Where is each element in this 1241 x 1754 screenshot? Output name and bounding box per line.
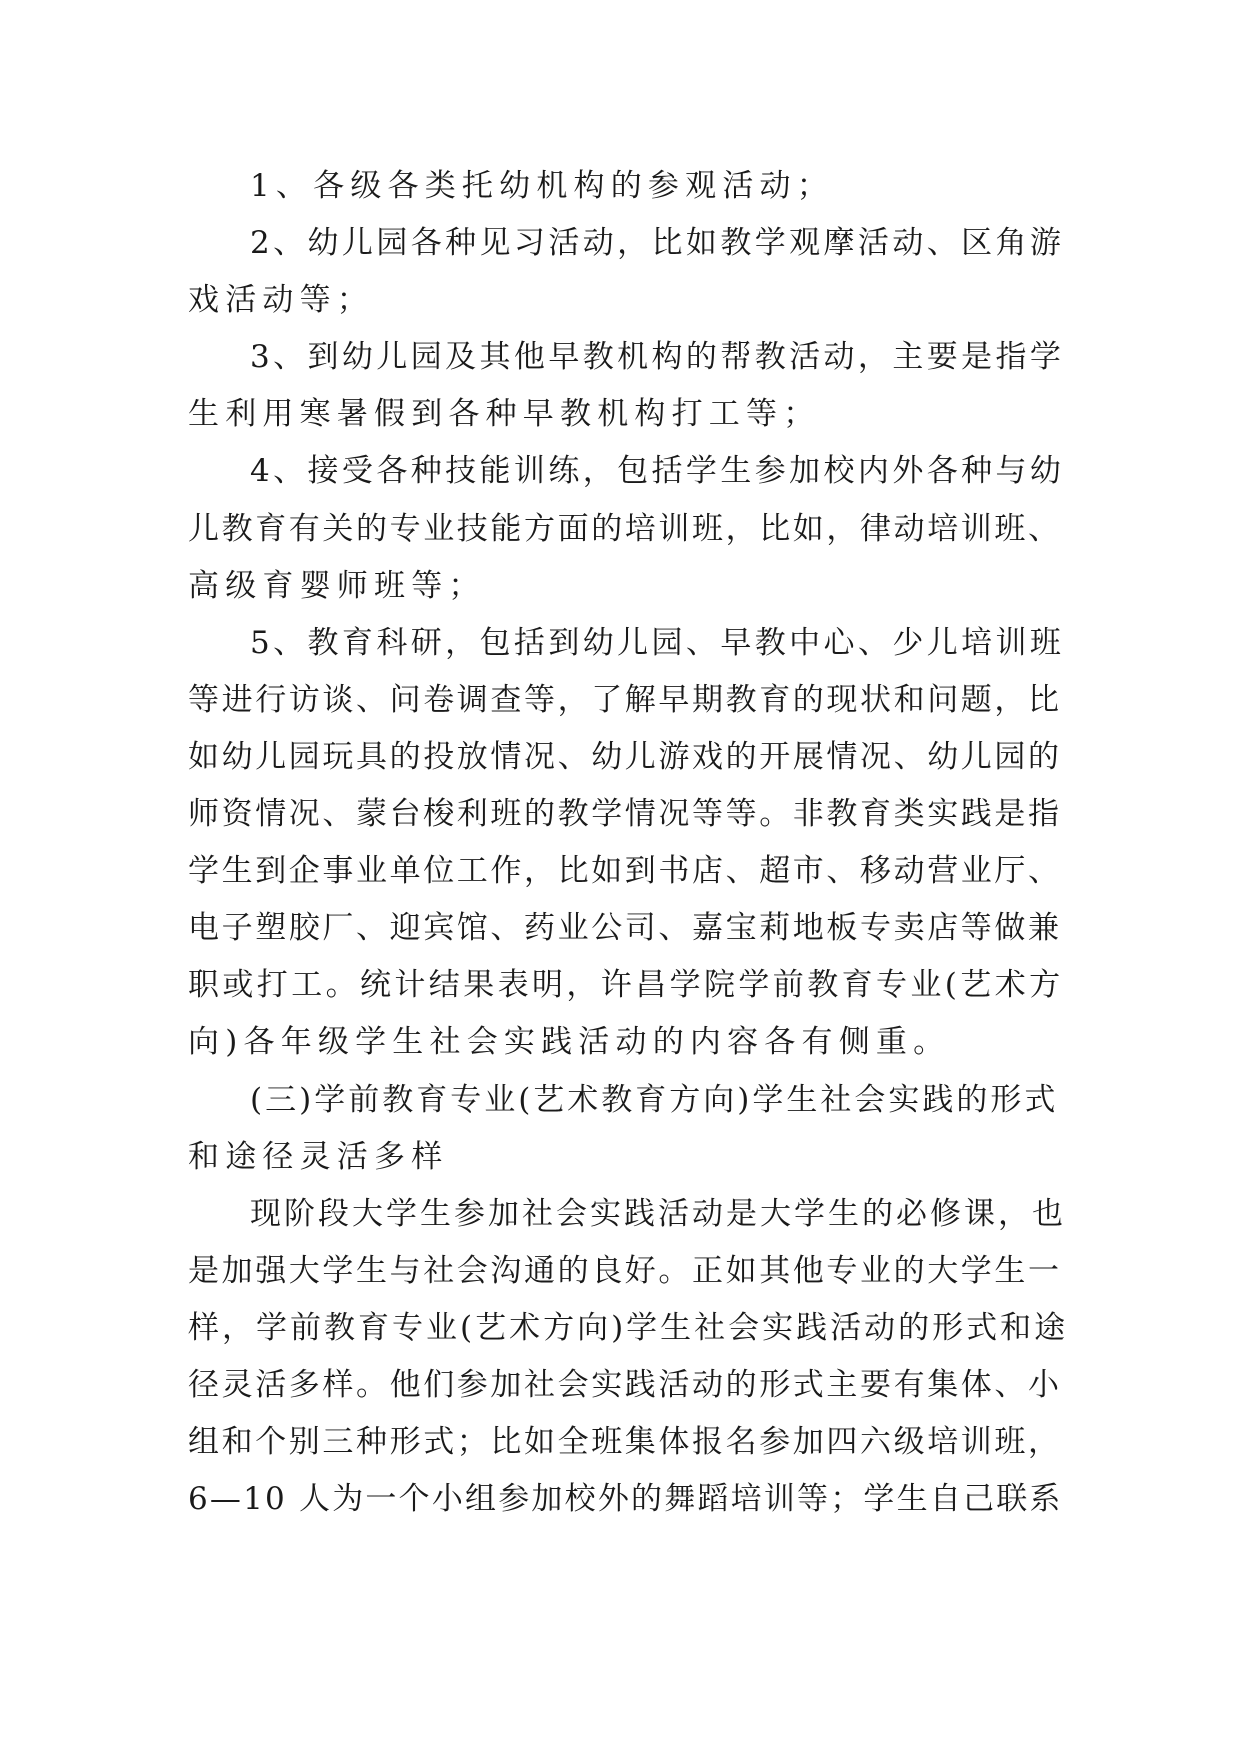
text-line: 儿教育有关的专业技能方面的培训班，比如，律动培训班、 (188, 510, 1062, 547)
section-heading-line: (三)学前教育专业(艺术教育方向)学生社会实践的形式 (250, 1081, 1059, 1118)
text-line: 师资情况、蒙台梭利班的教学情况等等。非教育类实践是指 (188, 796, 1062, 833)
text-line: 向)各年级学生社会实践活动的内容各有侧重。 (188, 1024, 951, 1061)
text-line: 径灵活多样。他们参加社会实践活动的形式主要有集体、小 (188, 1366, 1062, 1403)
text-line: 生利用寒暑假到各种早教机构打工等； (188, 396, 821, 433)
text-line: 样，学前教育专业(艺术方向)学生社会实践活动的形式和途 (188, 1309, 1069, 1346)
text-line: 5、教育科研，包括到幼儿园、早教中心、少儿培训班 (250, 624, 1065, 661)
text-line: 电子塑胶厂、迎宾馆、药业公司、嘉宝莉地板专卖店等做兼 (188, 910, 1062, 947)
text-line: 6—10 人为一个小组参加校外的舞蹈培训等；学生自己联系 (188, 1481, 1063, 1518)
text-line: 戏活动等； (188, 282, 374, 319)
text-line: 是加强大学生与社会沟通的良好。正如其他专业的大学生一 (188, 1252, 1062, 1289)
text-line: 学生到企事业单位工作，比如到书店、超市、移动营业厅、 (188, 853, 1062, 890)
text-line: 2、幼儿园各种见习活动，比如教学观摩活动、区角游 (250, 225, 1065, 262)
text-line: 3、到幼儿园及其他早教机构的帮教活动，主要是指学 (250, 339, 1065, 376)
text-line: 1、各级各类托幼机构的参观活动； (250, 168, 834, 204)
text-line: 4、接受各种技能训练，包括学生参加校内外各种与幼 (250, 453, 1065, 490)
document-body (188, 158, 1068, 1528)
text-line: 等进行访谈、问卷调查等，了解早期教育的现状和问题，比 (188, 681, 1062, 718)
text-line: 高级育婴师班等； (188, 567, 486, 604)
text-line: 职或打工。统计结果表明，许昌学院学前教育专业(艺术方 (188, 967, 1064, 1004)
text-line: 现阶段大学生参加社会实践活动是大学生的必修课，也 (250, 1195, 1066, 1232)
text-line: 组和个别三种形式；比如全班集体报名参加四六级培训班， (188, 1424, 1062, 1461)
section-heading-line: 和途径灵活多样 (188, 1138, 449, 1175)
text-line: 如幼儿园玩具的投放情况、幼儿游戏的开展情况、幼儿园的 (188, 738, 1062, 775)
